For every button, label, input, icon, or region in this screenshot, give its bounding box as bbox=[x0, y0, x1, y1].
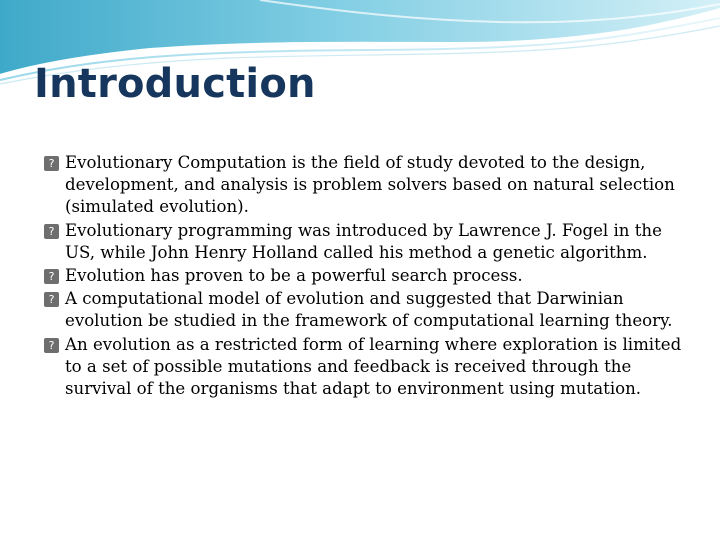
bullet-marker-icon: ? bbox=[44, 292, 59, 307]
bullet-item bbox=[44, 152, 694, 219]
bullet-text: Evolutionary programming was introduced by Lawrence J. Fogel in the US, while John Henry Holland called his method a genetic algorithm. bbox=[65, 220, 662, 262]
bullet-item bbox=[44, 288, 694, 332]
slide-title: Introduction bbox=[34, 61, 316, 107]
bullet-text: Evolutionary Computation is the field of study devoted to the design, development, and analysis is problem solvers based on natural selection (simulated evolution). bbox=[65, 153, 675, 217]
bullet-item bbox=[44, 334, 694, 401]
bullet-item bbox=[44, 265, 694, 287]
bullet-list bbox=[44, 152, 694, 401]
bullet-item bbox=[44, 220, 694, 264]
bullet-marker-icon: ? bbox=[44, 269, 59, 284]
bullet-marker-icon: ? bbox=[44, 156, 59, 171]
bullet-text: A computational model of evolution and suggested that Darwinian evolution be studied in the framework of computational learning theory. bbox=[65, 289, 673, 331]
bullet-text: An evolution as a restricted form of learning where exploration is limited to a set of possible mutations and feedback is received through the survival of the organisms that adapt to environment using mutation. bbox=[65, 334, 682, 399]
bullet-text: Evolution has proven to be a powerful search process. bbox=[65, 266, 523, 286]
bullet-marker-icon: ? bbox=[44, 338, 59, 353]
bullet-marker-icon: ? bbox=[44, 224, 59, 239]
